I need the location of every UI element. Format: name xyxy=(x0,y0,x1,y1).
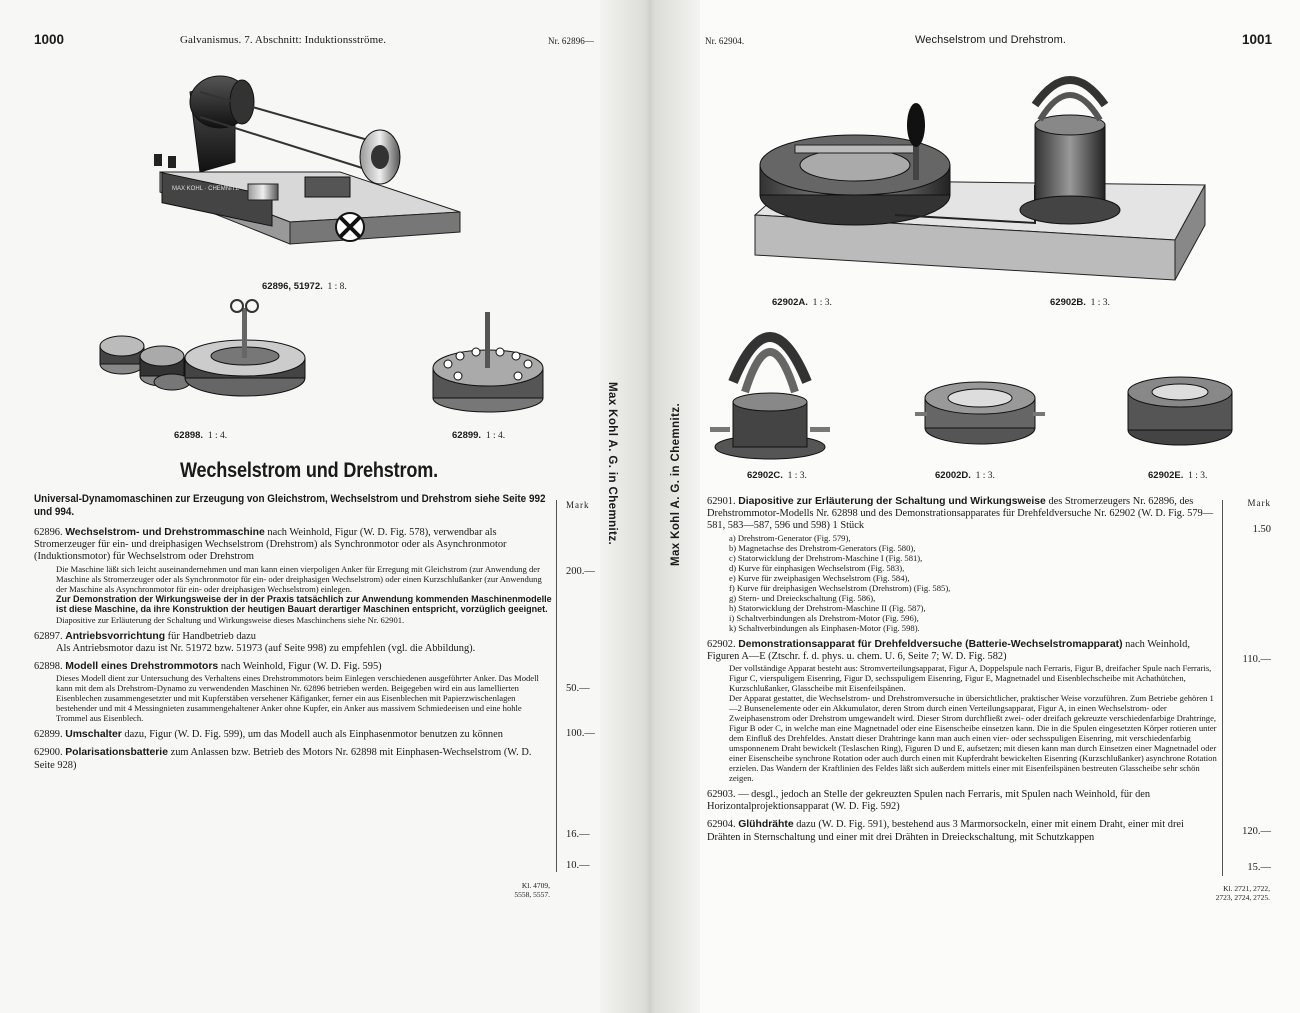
figure-caption: 62002D. 1 : 3. xyxy=(935,470,995,481)
diapositive-list: a) Drehstrom-Generator (Fig. 579), b) Magnetachse des Drehstrom-Generators (Fig. 580), c) Statorwicklung der Drehstrom-Maschine I (Fig. 581), d) Kurve für einphasigen Wechselstrom (Fig. 583), e) Kurve für zweiphasigen Wechselstrom (Fig. 584), f) Kurve für dreiphasigen Wechselstrom (Drehstrom) (Fig. 585), g) Stern- und Dreieckschaltung (Fig. 586), h) Statorwicklung der Drehstrom-Maschine II (Fig. 587), i) Schaltverbindungen als Drehstrom-Motor (Fig. 596), k) Schaltverbindungen als Einphasen-Motor (Fig. 598). xyxy=(729,532,951,633)
mark-label: Mark xyxy=(566,500,590,510)
ref-range: Nr. 62896— xyxy=(548,36,594,46)
footer-refs: Kl. 2721, 2722, 2723, 2724, 2725. xyxy=(1215,884,1270,902)
catalog-entry-62897: 62897. Antriebsvorrichtung für Handbetrieb dazu Als Antriebsmotor dazu ist Nr. 51972 bzw. 51973 (auf Seite 998) zu empfehlen (vgl. die Abbildung). xyxy=(34,630,476,654)
catalog-entry-62902: 62902. Demonstrationsapparat für Drehfeldversuche (Batterie-Wechselstromapparat) nach Weinhold, Figuren A—E (Ztschr. f. d. phys. u. chem. U. 6, Seite 7; W. D. Fig. 582) Der vollständige Apparat besteht aus: Stromverteilungsapparat, Figur A, Doppelspule nach Ferraris, Figur B, dreifacher Spule nach Ferraris, Figur C, vierspuligem Eisenring, Figur D, sechsspuligem Eisenring, Figur E, Magnetnadel und Eisenblechscheibe mit Achathütchen, Kurzschlußanker, Glasscheibe mit Eisenfeilspänen. Der Apparat gestattet, die Wechselstrom- und Drehstromversuche in übersichtlicher, praktischer Weise vorzuführen. Zum Betriebe gehören 1—2 Bunsenelemente oder ein Akkumulator, deren Strom durch einen Verteilungsapparat, Figur A, in einen Wechselstrom- oder Zweiphasenstrom oder Drehstrom umgewandelt wird. Dieser Strom durchfließt zwei- oder dreifach gekreuzte verschiedenfarbige Drahtringe, Figur B oder C, in welche man eine Magnetnadel oder eine Eisenscheibe einsetzen kann. Die in die Spulen eingesetzten Körper rotieren unter dem Einfluß des Drehfeldes. Anstatt dieser Drahtringe kann man auch einen vier- oder sechsspuligen Eisenring, mit verschiedenfarbig umsponnenem Draht bewickelt (Teslaschen Ring), Figuren D und E, aufsetzen; mit diesen kann man durch Einsetzen einer Magnetnadel oder einer Eisenscheibe synchrone Rotation oder auch durch einen mit Kupferdraht bewickelten Eisenring (Kurzschlußanker) asynchrone Rotation erzielen. Das Wandern der Kraftlinien des Feldes läßt sich außerdem mittels einer mit Eisenfeilspänen bestreuten Glasscheibe sehr schön zeigen. xyxy=(707,638,1217,784)
six-coil-ring-e-figure xyxy=(1120,370,1240,455)
catalog-entry-62904: 62904. Glühdrähte dazu (W. D. Fig. 591), bestehend aus 3 Marmorsockeln, einer mit einem Draht, einer mit drei Drähten in Sternschaltung und einer mit drei Drähten in Dreieckschaltung, mit Schutzkappen xyxy=(707,819,1184,843)
catalog-entry-62899: 62899. Umschalter dazu, Figur (W. D. Fig. 599), um das Modell auch als Einphasenmotor benutzen zu können xyxy=(34,729,503,741)
footer-refs: Kl. 4709, 5558, 5557. xyxy=(514,881,550,899)
left-catalog-column xyxy=(34,493,554,772)
catalog-entry-62898: 62898. Modell eines Drehstrommotors nach Weinhold, Figur (W. D. Fig. 595) Dieses Modell dient zur Untersuchung des Verhaltens eines Drehstrommotors beim Einlegen verschiedenen ausgeführter Anker. Das Modell kann mit dem als Drehstrom-Dynamo zu verwendenden Maschinen Nr. 62896 betrieben werden. Beigegeben wird ein aus lamellierten Eisenblechen zusammengesetzter und mit Kupferstäben versehener Käfiganker, ferner ein aus Eisenblechen mit Papierzwischenlagen bestehender und mit 4 Messingnieten zusammengehaltener Anker ohne Kupfer, ein Anker aus massivem Schmiedeeisen und eine hohle Trommel aus Eisenblech. xyxy=(34,661,539,724)
price-62897: 50.— xyxy=(566,683,590,694)
gutter-imprint-right: Max Kohl A. G. in Chemnitz. xyxy=(670,402,682,566)
four-coil-ring-d-figure xyxy=(915,368,1045,453)
catalog-entry-62901: 62901. Diapositive zur Erläuterung der Schaltung und Wirkungsweise des Stromerzeugers Nr. 62896, des Drehstrommotor-Modells Nr. 62898 und des Demonstrationsapparates für Drehfeldversuche Nr. 62902 (W. D. Fig. 579—581, 583—587, 596 und 598) 1 Stück a) Drehstrom-Generator (Fig. 579), b) Magnetachse des Drehstrom-Generators (Fig. 580), c) Statorwicklung der Drehstrom-Maschine I (Fig. 581), d) Kurve für einphasigen Wechselstrom (Fig. 583), e) Kurve für zweiphasigen Wechselstrom (Fig. 584), f) Kurve für dreiphasigen Wechselstrom (Drehstrom) (Fig. 585), g) Stern- und Dreieckschaltung (Fig. 586), h) Statorwicklung der Drehstrom-Maschine II (Fig. 587), i) Schaltverbindungen als Drehstrom-Motor (Fig. 596), k) Schaltverbindungen als Einphasen-Motor (Fig. 598). xyxy=(707,496,1217,633)
page-number: 1001 xyxy=(1242,32,1273,47)
price-62902: 110.— xyxy=(1242,654,1271,665)
price-62903: 120.— xyxy=(1242,826,1271,837)
price-column-divider xyxy=(556,500,557,872)
ferraris-coil-c-figure xyxy=(705,312,835,462)
section-title: Wechselstrom und Drehstrom. xyxy=(180,459,438,482)
intro-note: Universal-Dynamomaschinen zur Erzeugung von Gleichstrom, Wechselstrom und Drehstrom siehe Seite 992 und 994. xyxy=(34,493,546,518)
ref-range: Nr. 62904. xyxy=(705,36,745,46)
catalog-entry-62900: 62900. Polarisationsbatterie zum Anlassen bzw. Betrieb des Motors Nr. 62898 mit Einphasen-Wechselstrom (W. D. Seite 928) xyxy=(34,747,532,771)
price-62896: 200.— xyxy=(566,566,595,577)
price-62901: 1.50 xyxy=(1252,524,1271,535)
page-number: 1000 xyxy=(34,32,65,47)
figure-caption: 62896, 51972. 1 : 8. xyxy=(262,281,347,292)
figure-caption: 62902A. 1 : 3. xyxy=(772,297,832,308)
figure-caption: 62902E. 1 : 3. xyxy=(1148,470,1208,481)
figure-caption: 62902B. 1 : 3. xyxy=(1050,297,1110,308)
catalog-entry-62903: 62903. — desgl., jedoch an Stelle der gekreuzten Spulen nach Ferraris, mit Spulen nach Weinhold, für den Horizontalprojektionsapparat (W. D. Fig. 592) xyxy=(707,789,1151,813)
figure-caption: 62898. 1 : 4. xyxy=(174,430,228,441)
gutter-imprint-left: Max Kohl A. G. in Chemnitz. xyxy=(606,382,618,546)
price-62904: 15.— xyxy=(1247,862,1271,873)
umschalter-figure xyxy=(428,310,548,415)
price-62900: 10.— xyxy=(566,860,590,871)
drehfeld-apparatus-figure xyxy=(735,65,1215,295)
price-62899: 16.— xyxy=(566,829,590,840)
running-head: Wechselstrom und Drehstrom. xyxy=(915,34,1067,46)
mark-label: Mark xyxy=(1247,498,1271,508)
dynamo-machine-figure xyxy=(140,72,500,272)
price-62898: 100.— xyxy=(566,728,595,739)
svg-text:MAX KOHL · CHEMNITZ: MAX KOHL · CHEMNITZ xyxy=(172,186,240,192)
drehstrom-motor-figure xyxy=(92,296,312,406)
figure-caption: 62899. 1 : 4. xyxy=(452,430,506,441)
figure-caption: 62902C. 1 : 3. xyxy=(747,470,807,481)
price-column-divider xyxy=(1222,500,1223,876)
right-catalog-column xyxy=(707,496,1217,844)
catalog-entry-62896: 62896. Wechselstrom- und Drehstrommaschine nach Weinhold, Figur (W. D. Fig. 578), verwendbar als Stromerzeuger für ein- und dreiphasigen Wechselstrom (Drehstrom) als Synchronmotor oder als Asynchronmotor (Induktionsmotor) für Wechselstrom oder Drehstrom Die Maschine läßt sich leicht auseinandernehmen und man kann einen vierpoligen Anker für Erregung mit Gleichstrom (zur Anwendung der Maschine als Stromerzeuger oder als Synchronmotor für ein- oder dreiphasigen Wechselstrom) oder einen Kurzschlußanker (zur Anwendung der Maschine als Asynchronmotor für ein- oder dreiphasigen Wechselstrom) einlegen. Zur Demonstration der Wirkungsweise der in der Praxis tatsächlich zur Anwendung kommenden Maschinenmodelle ist diese Maschine, da ihre Konstruktion der heutigen Bauart derartiger Maschinen entspricht, vorzüglich geeignet. Diapositive zur Erläuterung der Schaltung und Wirkungsweise dieses Maschinchens siehe Nr. 62901. xyxy=(34,527,552,625)
running-head: Galvanismus. 7. Abschnitt: Induktionsströme. xyxy=(180,34,387,46)
